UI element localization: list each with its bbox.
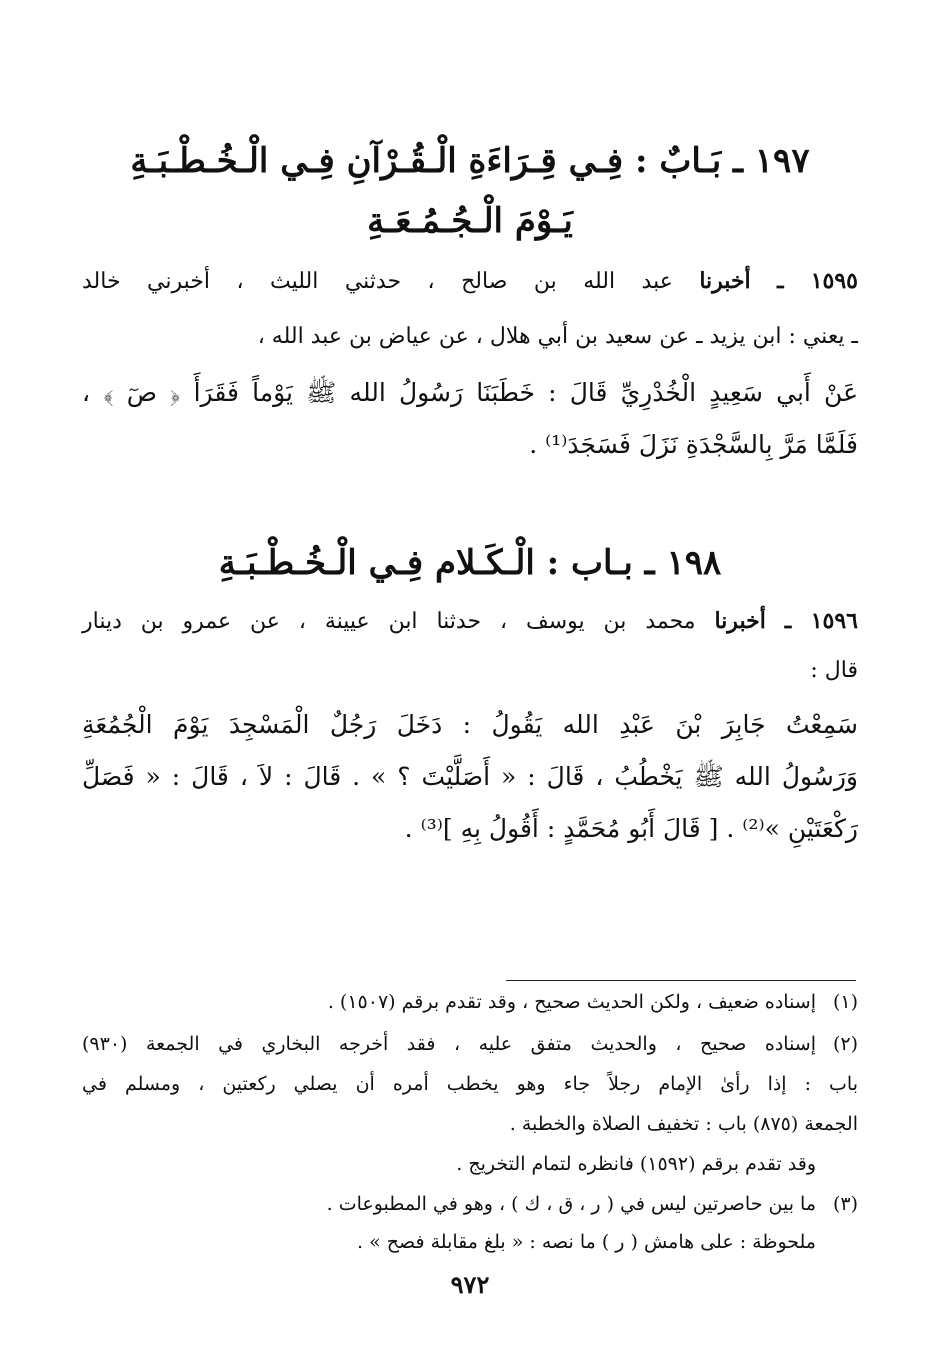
footnote-text: الجمعة (٨٧٥) باب : تخفيف الصلاة والخطبة . [509,1113,858,1135]
hadith-1596-isnad-line1 [82,606,858,637]
hadith-1595-isnad-line1 [82,266,858,297]
isnad-text: عبد الله بن صالح ، حدثني الليث ، أخبرني خالد [82,269,673,294]
page-number: ٩٧٢ [450,1270,490,1299]
akhbarana-label: أخبرنا [714,608,766,634]
hadith-1596-isnad-line2: قال : [810,658,858,683]
footnote-number: (٣) [832,1193,858,1215]
chapter-heading-198: ١٩٨ ـ بـاب : الْـكَـلام فِـي الْـخُـطْـبَـةِ [218,543,722,583]
akhbarana-label: أخبرنا [699,268,751,294]
footnote-text: ما بين حاصرتين ليس في ( ر ، ق ، ك ) ، وهو في المطبوعات . [326,1193,816,1215]
hadith-number: ١٥٩٦ ـ [784,608,858,634]
chapter-heading-197: ١٩٧ ـ بَـابٌ : فِـي قِـرَاءَةِ الْـقُـرْآنِ فِـي الْـخُـطْـبَـةِ [130,141,810,181]
hadith-number: ١٥٩٥ ـ [777,268,858,294]
isnad-text: محمد بن يوسف ، حدثنا ابن عيينة ، عن عمرو بن دينار [82,609,696,634]
footnote-text: ملحوظة : على هامش ( ر ) ما نصه : « بلغ مقابلة فصح » . [357,1231,816,1253]
footnote-divider [506,980,856,981]
hadith-1596-matn-line3: رَكْعَتَيْنِ »⁽²⁾ . [ قَالَ أَبُو مُحَمَّدٍ : أَقُولُ بِهِ ]⁽³⁾ . [404,814,858,843]
footnote-text: إسناده ضعيف ، ولكن الحديث صحيح ، وقد تقدم برقم (١٥٠٧) . [327,991,816,1013]
hadith-1595-matn-line1: عَنْ أَبي سَعِيدٍ الْخُدْرِيِّ قَالَ : خَطَبَنَا رَسُولُ الله ﷺ يَوْماً فَقَرَأَ ﴿ صٓ ﴾ ، [82,378,858,407]
hadith-1595-matn-line2: فَلَمَّا مَرَّ بِالسَّجْدَةِ نَزَلَ فَسَجَدَ⁽¹⁾ . [529,430,858,459]
hadith-1596-matn-line2: وَرَسُولُ الله ﷺ يَخْطُبُ ، قَالَ : « أَصَلَّيْتَ ؟ » . قَالَ : لاَ ، قَالَ : « فَصَلِّ [82,762,858,791]
footnote-number: (٢) [832,1033,858,1055]
hadith-1595-isnad-line2: ـ يعني : ابن يزيد ـ عن سعيد بن أبي هلال ، عن عياض بن عبد الله ، [257,324,858,349]
footnote-text: باب : إذا رأىٰ الإمام رجلاً جاء وهو يخطب أمره أن يصلي ركعتين ، ومسلم في [82,1073,858,1095]
footnote-number: (١) [832,991,858,1013]
chapter-heading-197-line2: يَـوْمَ الْـجُـمُـعَـةِ [367,201,573,241]
footnote-text: إسناده صحيح ، والحديث متفق عليه ، فقد أخرجه البخاري في الجمعة (٩٣٠) [82,1033,816,1055]
hadith-1596-matn-line1: سَمِعْتُ جَابِرَ بْنَ عَبْدِ الله يَقُولُ : دَخَلَ رَجُلٌ الْمَسْجِدَ يَوْمَ الْجُمُعَةِ [82,710,858,739]
footnote-text: وقد تقدم برقم (١٥٩٢) فانظره لتمام التخريج . [456,1153,816,1175]
